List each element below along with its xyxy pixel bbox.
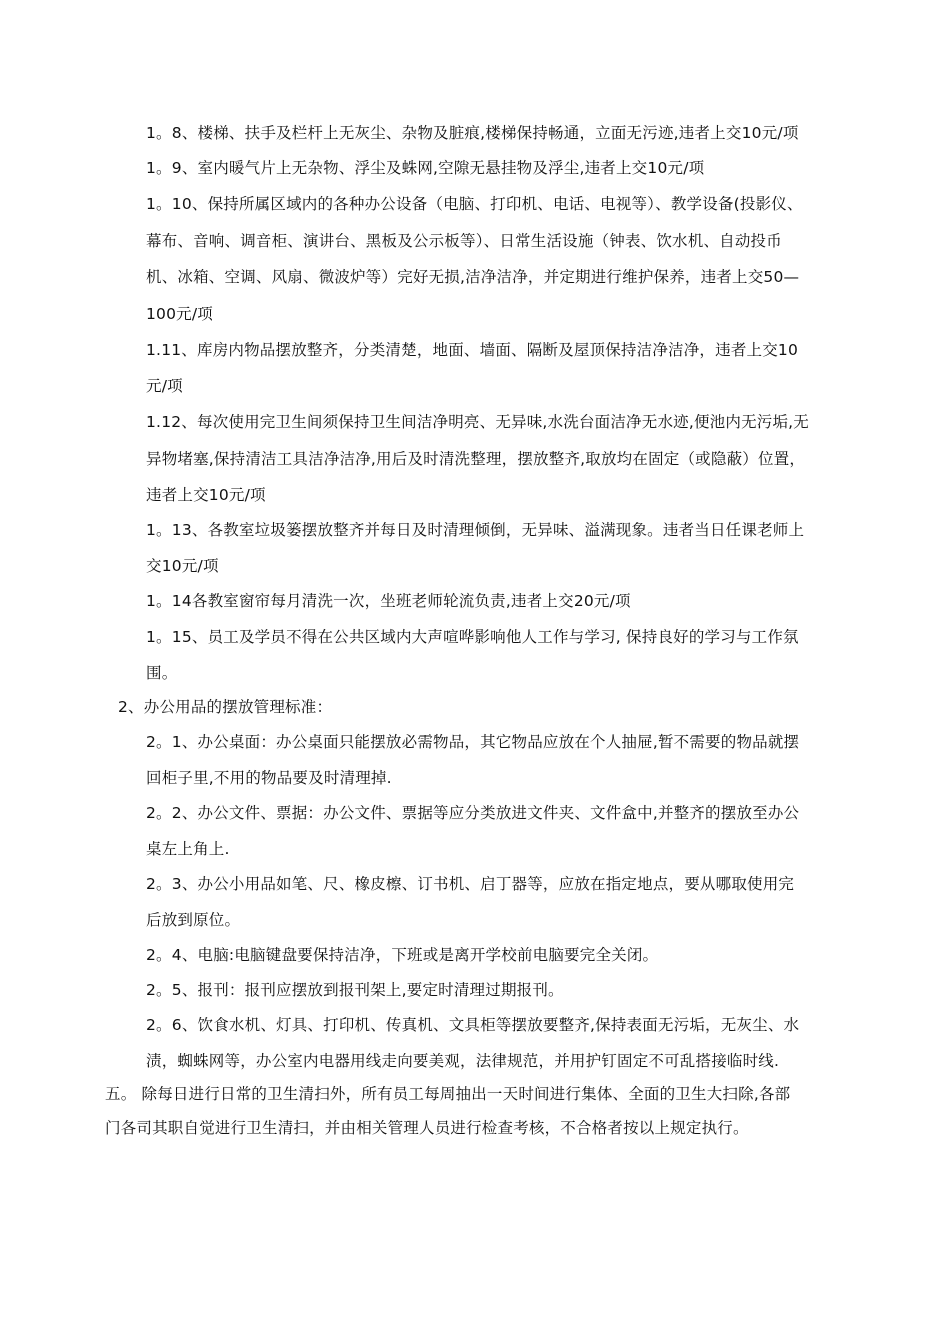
rule-1-15-line1: 1。15、员工及学员不得在公共区域内大声喧哗影响他人工作与学习, 保持良好的学习与工作氛 bbox=[146, 628, 799, 646]
section-5-line2: 门各司其职自觉进行卫生清扫，并由相关管理人员进行检查考核，不合格者按以上规定执行。 bbox=[105, 1119, 749, 1137]
rule-1-10-line1: 1。10、保持所属区域内的各种办公设备（电脑、打印机、电话、电视等）、教学设备(投影仪、 bbox=[146, 195, 803, 213]
rule-1-14: 1。14各教室窗帘每月清洗一次，坐班老师轮流负责,违者上交20元/项 bbox=[146, 592, 631, 610]
rule-2-3-line2: 后放到原位。 bbox=[146, 911, 241, 929]
rule-1-11-line1: 1.11、库房内物品摆放整齐，分类清楚，地面、墙面、隔断及屋顶保持洁净洁净，违者上交10 bbox=[146, 341, 799, 359]
rule-1-12-line3: 违者上交10元/项 bbox=[146, 486, 266, 504]
rule-2-5: 2。5、报刊：报刊应摆放到报刊架上,要定时清理过期报刊。 bbox=[146, 981, 564, 999]
rule-2-6-line1: 2。6、饮食水机、灯具、打印机、传真机、文具柜等摆放要整齐,保持表面无污垢，无灰尘、水 bbox=[146, 1016, 800, 1034]
rule-1-15-line2: 围。 bbox=[146, 664, 178, 682]
rule-2-4: 2。4、电脑:电脑键盘要保持洁净，下班或是离开学校前电脑要完全关闭。 bbox=[146, 946, 659, 964]
rule-1-8: 1。8、楼梯、扶手及栏杆上无灰尘、杂物及脏痕,楼梯保持畅通，立面无污迹,违者上交10元/项 bbox=[146, 124, 799, 142]
section-2-heading: 2、办公用品的摆放管理标准： bbox=[118, 698, 333, 716]
rule-1-12-line2: 异物堵塞,保持清洁工具洁净洁净,用后及时清洗整理，摆放整齐,取放均在固定（或隐蔽）位置， bbox=[146, 450, 806, 468]
rule-2-1-line2: 回柜子里,不用的物品要及时清理掉. bbox=[146, 769, 392, 787]
rule-1-13-line1: 1。13、各教室垃圾篓摆放整齐并每日及时清理倾倒，无异味、溢满现象。违者当日任课老师上 bbox=[146, 521, 805, 539]
section-5-line1: 五。 除每日进行日常的卫生清扫外，所有员工每周抽出一天时间进行集体、全面的卫生大扫除,各部 bbox=[105, 1085, 791, 1103]
rule-1-9: 1。9、室内暖气片上无杂物、浮尘及蛛网,空隙无悬挂物及浮尘,违者上交10元/项 bbox=[146, 159, 705, 177]
rule-1-10-line3: 机、冰箱、空调、风扇、微波炉等）完好无损,洁净洁净，并定期进行维护保养，违者上交50— bbox=[146, 268, 800, 286]
rule-2-3-line1: 2。3、办公小用品如笔、尺、橡皮檫、订书机、启丁器等，应放在指定地点，要从哪取使用完 bbox=[146, 875, 795, 893]
rule-1-11-line2: 元/项 bbox=[146, 377, 183, 395]
rule-1-13-line2: 交10元/项 bbox=[146, 557, 219, 575]
rule-2-1-line1: 2。1、办公桌面：办公桌面只能摆放必需物品，其它物品应放在个人抽屉,暂不需要的物品就摆 bbox=[146, 733, 800, 751]
rule-1-12-line1: 1.12、每次使用完卫生间须保持卫生间洁净明亮、无异味,水洗台面洁净无水迹,便池内无污垢,无 bbox=[146, 413, 809, 431]
rule-2-2-line2: 桌左上角上. bbox=[146, 840, 230, 858]
rule-1-10-line2: 幕布、音响、调音柜、演讲台、黑板及公示板等）、日常生活设施（钟表、饮水机、自动投币 bbox=[146, 232, 782, 250]
rule-2-2-line1: 2。2、办公文件、票据：办公文件、票据等应分类放进文件夹、文件盒中,并整齐的摆放至办公 bbox=[146, 804, 800, 822]
rule-1-10-line4: 100元/项 bbox=[146, 305, 214, 323]
rule-2-6-line2: 渍，蜘蛛网等，办公室内电器用线走向要美观，法律规范，并用护钉固定不可乱搭接临时线. bbox=[146, 1052, 780, 1070]
